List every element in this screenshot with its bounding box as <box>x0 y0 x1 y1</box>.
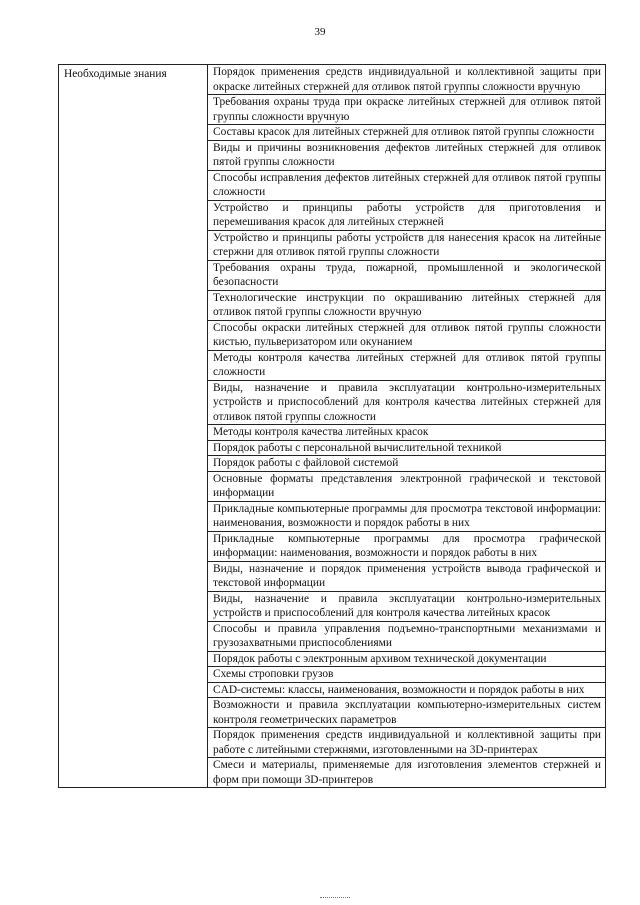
knowledge-item: Порядок работы с файловой системой <box>208 456 605 472</box>
knowledge-item: Требования охраны труда, пожарной, промышленной и экологической безопасности <box>208 261 605 291</box>
knowledge-item: Составы красок для литейных стержней для отливок пятой группы сложности <box>208 125 605 141</box>
row-label: Необходимые знания <box>59 65 208 788</box>
knowledge-item: Порядок работы с персональной вычислительной техникой <box>208 441 605 457</box>
knowledge-item: Смеси и материалы, применяемые для изготовления элементов стержней и форм при помощи 3D-принтеров <box>213 759 601 786</box>
knowledge-item: Виды и причины возникновения дефектов литейных стержней для отливок пятой группы сложности <box>208 141 605 171</box>
knowledge-item: Схемы строповки грузов <box>208 667 605 683</box>
footer-scan-mark <box>320 897 350 899</box>
knowledge-item: Прикладные компьютерные программы для просмотра текстовой информации: наименования, возможности и порядок работы в них <box>208 502 605 532</box>
knowledge-item: Порядок работы с электронным архивом технической документации <box>208 652 605 668</box>
knowledge-item: Методы контроля качества литейных стержней для отливок пятой группы сложности <box>208 351 605 381</box>
page-number: 39 <box>314 26 326 38</box>
knowledge-item: Технологические инструкции по окрашиванию литейных стержней для отливок пятой группы сложности вручную <box>208 291 605 321</box>
knowledge-item: Виды, назначение и правила эксплуатации контрольно-измерительных устройств и приспособлений для контроля качества литейных стержней для отливок пятой группы сложности <box>208 381 605 426</box>
table-row <box>59 65 606 788</box>
knowledge-item: Методы контроля качества литейных красок <box>208 425 605 441</box>
knowledge-item: Виды, назначение и правила эксплуатации контрольно-измерительных устройств и приспособлений для контроля качества литейных красок <box>208 592 605 622</box>
knowledge-item: Способы окраски литейных стержней для отливок пятой группы сложности кистью, пульверизатором или окунанием <box>208 321 605 351</box>
requirements-table <box>58 64 606 788</box>
knowledge-item: Устройство и принципы работы устройств для приготовления и перемешивания красок для литейных стержней <box>208 201 605 231</box>
knowledge-item: Основные форматы представления электронной графической и текстовой информации <box>208 472 605 502</box>
knowledge-items <box>208 65 606 788</box>
knowledge-item: Устройство и принципы работы устройств для нанесения красок на литейные стержни для отливок пятой группы сложности <box>208 231 605 261</box>
knowledge-item: Способы исправления дефектов литейных стержней для отливок пятой группы сложности <box>208 171 605 201</box>
knowledge-item: Порядок применения средств индивидуальной и коллективной защиты при окраске литейных стержней для отливок пятой группы сложности вручную <box>208 65 605 95</box>
knowledge-item: Возможности и правила эксплуатации компьютерно-измерительных систем контроля геометрических параметров <box>208 698 605 728</box>
knowledge-item: Прикладные компьютерные программы для просмотра графической информации: наименования, возможности и порядок работы в них <box>208 532 605 562</box>
knowledge-item: Виды, назначение и порядок применения устройств вывода графической и текстовой информации <box>208 562 605 592</box>
knowledge-item: Способы и правила управления подъемно-транспортными механизмами и грузозахватными приспособлениями <box>208 622 605 652</box>
knowledge-item: CAD-системы: классы, наименования, возможности и порядок работы в них <box>208 683 605 699</box>
knowledge-item: Требования охраны труда при окраске литейных стержней для отливок пятой группы сложности вручную <box>208 95 605 125</box>
knowledge-item: Порядок применения средств индивидуальной и коллективной защиты при работе с литейными стержнями, изготовленными на 3D-принтерах <box>208 728 605 758</box>
